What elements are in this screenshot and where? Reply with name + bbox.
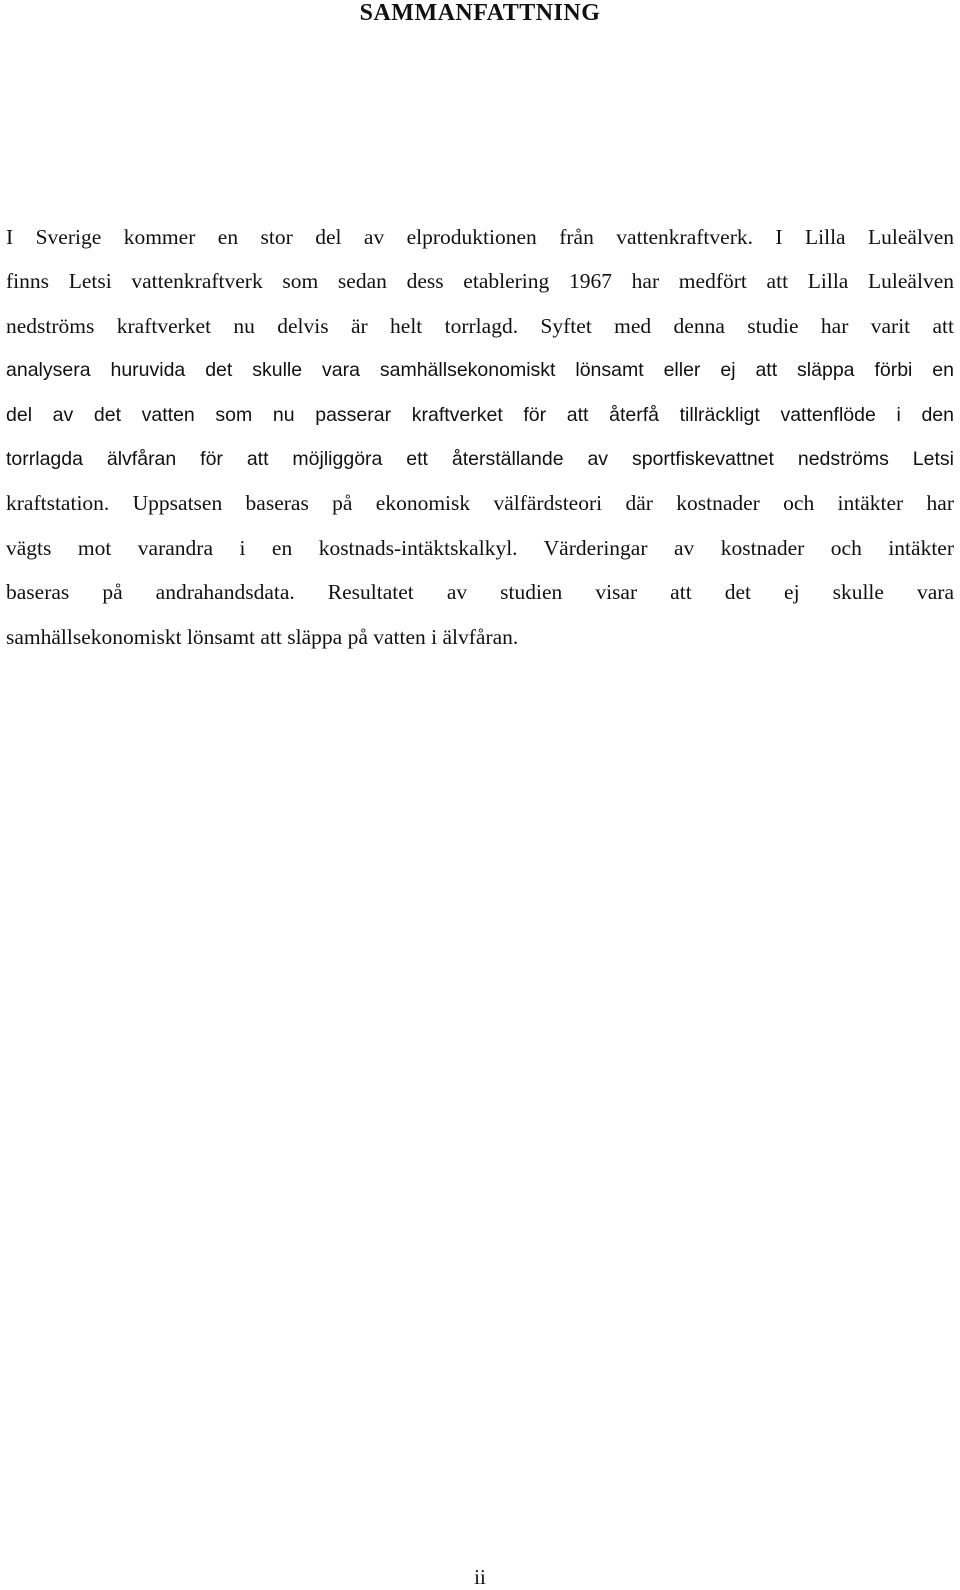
abstract-paragraph <box>6 215 954 659</box>
abstract-line: kraftstation. Uppsatsen baseras på ekonomisk välfärdsteori där kostnader och intäkter har <box>6 491 954 516</box>
abstract-line: del av det vatten som nu passerar kraftverket för att återfå tillräckligt vattenflöde i den <box>6 403 954 426</box>
abstract-line: baseras på andrahandsdata. Resultatet av studien visar att det ej skulle vara <box>6 580 954 605</box>
abstract-line: analysera huruvida det skulle vara samhällsekonomiskt lönsamt eller ej att släppa förbi en <box>6 359 954 382</box>
abstract-line: vägts mot varandra i en kostnads-intäktskalkyl. Värderingar av kostnader och intäkter <box>6 535 954 560</box>
page-number: ii <box>474 1565 486 1589</box>
abstract-line: finns Letsi vattenkraftverk som sedan dess etablering 1967 har medfört att Lilla Luleälven <box>6 269 954 294</box>
page-title: SAMMANFATTNING <box>359 0 601 26</box>
abstract-line: nedströms kraftverket nu delvis är helt torrlagd. Syftet med denna studie har varit att <box>6 313 954 338</box>
abstract-line: samhällsekonomiskt lönsamt att släppa på vatten i älvfåran. <box>6 624 519 649</box>
abstract-line: torrlagda älvfåran för att möjliggöra ett återställande av sportfiskevattnet nedströms Letsi <box>6 447 954 470</box>
abstract-line: I Sverige kommer en stor del av elproduktionen från vattenkraftverk. I Lilla Luleälven <box>6 225 954 249</box>
